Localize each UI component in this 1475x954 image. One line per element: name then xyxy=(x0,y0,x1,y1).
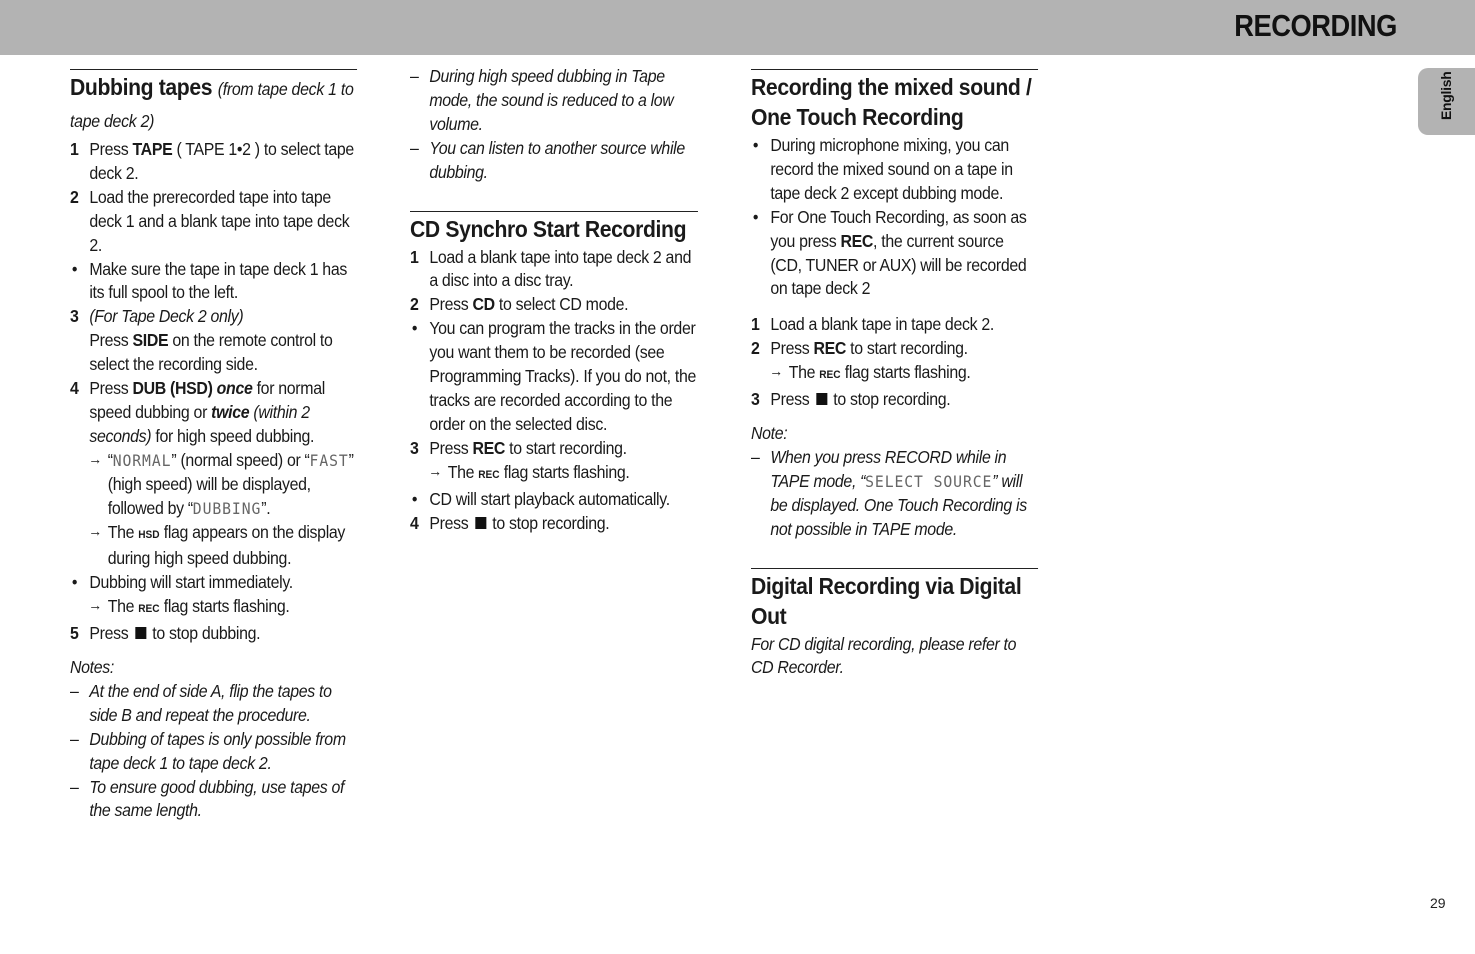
list-item: 3 Press to stop recording. xyxy=(751,389,951,410)
arrow-icon: → xyxy=(88,522,102,540)
list-item: • Dubbing will start immediately. xyxy=(71,572,293,593)
dubbing-subtitle: (from tape deck 1 to tape deck 2) xyxy=(70,79,354,131)
arrow-icon: → xyxy=(88,450,102,468)
list-item: 5 Press to stop dubbing. xyxy=(70,623,261,644)
list-item: – At the end of side A, flip the tapes to side B and repeat the procedure. xyxy=(70,680,332,725)
key-side: SIDE xyxy=(132,330,169,351)
arrow-icon: → xyxy=(88,597,102,615)
list-item: – When you press RECORD while in TAPE mode, “SELECT SOURCE” will be displayed. One Touch Recording is not possible in TAPE mode. xyxy=(751,446,1027,539)
list-item: – Dubbing of tapes is only possible from tape deck 1 to tape deck 2. xyxy=(70,728,346,773)
column-dubbing xyxy=(70,69,382,823)
list-item: 2 Press CD to select CD mode. xyxy=(410,294,629,315)
list-item: – To ensure good dubbing, use tapes of the same length. xyxy=(70,776,345,821)
list-item: → The HSD flag appears on the display during high speed dubbing. xyxy=(88,521,346,569)
list-item: → “NORMAL” (normal speed) or “FAST” (high speed) will be displayed, followed by “DUBBING”. xyxy=(88,449,354,518)
key-rec: REC xyxy=(840,230,874,251)
column-mixed-recording xyxy=(751,69,1063,680)
list-item: 1 Load a blank tape in tape deck 2. xyxy=(751,314,994,335)
header-bar xyxy=(0,0,1475,55)
list-item: 1 Load a blank tape into tape deck 2 and a disc into a disc tray. xyxy=(410,246,692,291)
list-item: • Make sure the tape in tape deck 1 has its full spool to the left. xyxy=(71,258,347,303)
list-item: 2 Press REC to start recording. xyxy=(751,338,968,359)
note-title: Note: xyxy=(751,422,788,443)
digital-title: Digital Recording via Digital Out xyxy=(751,568,1038,631)
key-rec: REC xyxy=(472,437,506,458)
mixed-title: Recording the mixed sound / One Touch Recording xyxy=(751,69,1038,132)
list-item: – During high speed dubbing in Tape mode, the sound is reduced to a low volume. xyxy=(410,66,674,134)
key-dub-hsd: DUB (HSD) xyxy=(132,378,213,399)
lcd-dubbing: DUBBING xyxy=(192,498,262,518)
list-item: • You can program the tracks in the order you want them to be recorded (see Programming Tracks). If you do not, the tracks are recorded according to the order on the selected disc. xyxy=(411,318,697,434)
list-item: • For One Touch Recording, as soon as you press REC, the current source (CD, TUNER or AUX) will be recorded on tape deck 2 xyxy=(752,206,1027,299)
list-item: → The REC flag starts flashing. xyxy=(769,362,971,383)
lcd-select-source: SELECT SOURCE xyxy=(865,471,993,491)
list-item: – You can listen to another source while dubbing. xyxy=(410,137,685,182)
list-item: 3 Press REC to start recording. xyxy=(410,437,627,458)
list-item: → The REC flag starts flashing. xyxy=(428,461,630,482)
language-tab-label: English xyxy=(1438,71,1454,120)
rec-flag: REC xyxy=(819,369,841,382)
language-tab xyxy=(1418,68,1475,135)
rec-flag: REC xyxy=(138,603,160,616)
stop-icon xyxy=(817,393,828,405)
notes-title: Notes: xyxy=(70,657,115,678)
key-tape: TAPE xyxy=(132,139,173,159)
list-item: 1 Press TAPE ( TAPE 1•2 ) to select tape deck 2. xyxy=(70,139,354,183)
list-item: → The REC flag starts flashing. xyxy=(88,596,290,617)
dubbing-heading xyxy=(70,69,357,136)
lcd-fast: FAST xyxy=(309,450,349,470)
key-rec: REC xyxy=(813,338,847,359)
dubbing-title: Dubbing tapes xyxy=(70,74,213,100)
rec-flag: REC xyxy=(478,468,500,481)
arrow-icon: → xyxy=(428,462,442,480)
stop-icon xyxy=(476,517,487,529)
list-item: • CD will start playback automatically. xyxy=(411,488,670,509)
lcd-normal: NORMAL xyxy=(112,450,172,470)
hsd-flag: HSD xyxy=(138,528,160,541)
digital-text: For CD digital recording, please refer to CD Recorder. xyxy=(751,633,1017,678)
list-item: 2 Load the prerecorded tape into tape deck 1 and a blank tape into tape deck 2. xyxy=(70,186,350,255)
key-cd: CD xyxy=(472,294,495,315)
page-title: RECORDING xyxy=(1234,8,1397,43)
list-item: 4 Press to stop recording. xyxy=(410,512,610,533)
list-item: 3 (For Tape Deck 2 only) Press SIDE on the remote control to select the recording side. xyxy=(70,306,333,375)
list-item: 4 Press DUB (HSD) once for normal speed dubbing or twice (within 2 seconds) for high speed dubbing. xyxy=(70,378,325,446)
list-item: • During microphone mixing, you can record the mixed sound on a tape in tape deck 2 except dubbing mode. xyxy=(752,135,1013,203)
stop-icon xyxy=(136,627,147,639)
column-cd-synchro xyxy=(410,65,723,535)
arrow-icon: → xyxy=(769,363,783,381)
page-number: 29 xyxy=(1430,895,1446,911)
cd-synchro-title: CD Synchro Start Recording xyxy=(410,211,698,244)
